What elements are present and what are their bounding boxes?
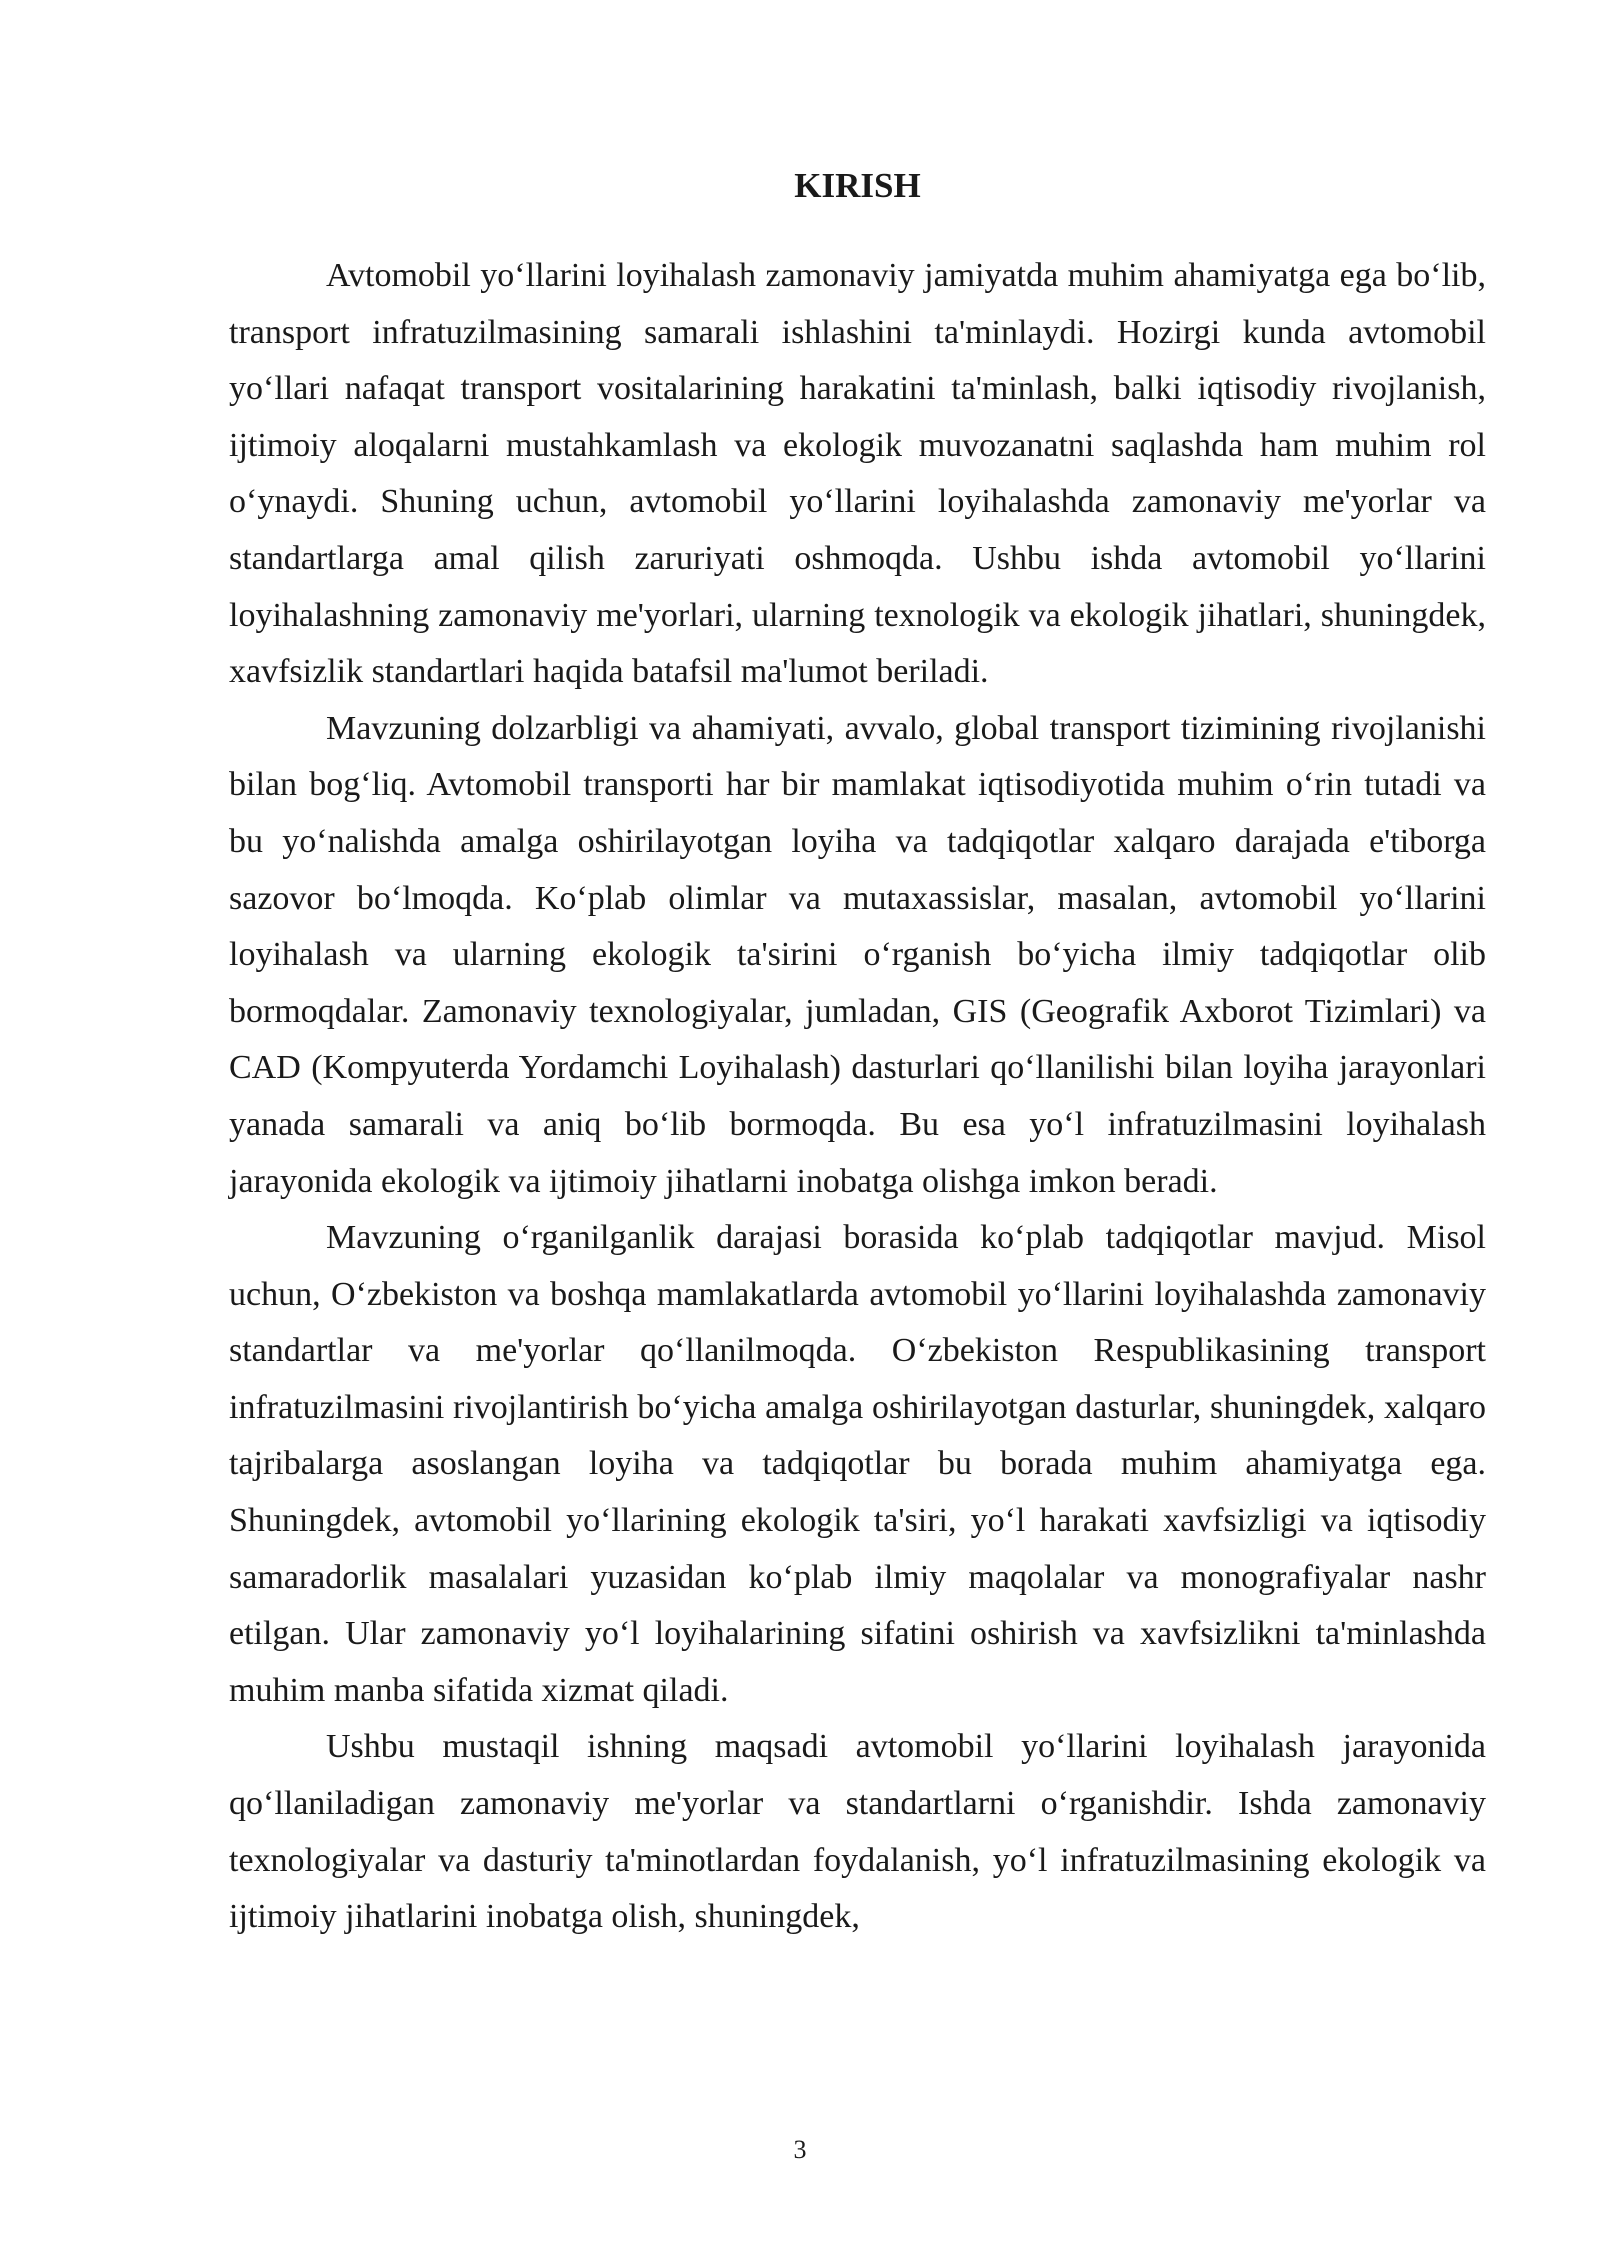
page-content xyxy=(229,162,1486,1946)
paragraph-1: Avtomobil yo‘llarini loyihalash zamonaviy jamiyatda muhim ahamiyatga ega bo‘lib, transport infratuzilmasining samarali ishlashini ta'minlaydi. Hozirgi kunda avtomobil yo‘llari nafaqat transport vositalarining harakatini ta'minlash, balki iqtisodiy rivojlanish, ijtimoiy aloqalarni mustahkamlash va ekologik muvozanatni saqlashda ham muhim rol o‘ynaydi. Shuning uchun, avtomobil yo‘llarini loyihalashda zamonaviy me'yorlar va standartlarga amal qilish zaruriyati oshmoqda. Ushbu ishda avtomobil yo‘llarini loyihalashning zamonaviy me'yorlari, ularning texnologik va ekologik jihatlari, shuningdek, xavfsizlik standartlari haqida batafsil ma'lumot beriladi. xyxy=(229,257,1486,691)
page-title: KIRISH xyxy=(794,166,921,205)
paragraph-3: Mavzuning o‘rganilganlik darajasi borasida ko‘plab tadqiqotlar mavjud. Misol uchun, O‘zbekiston va boshqa mamlakatlarda avtomobil yo‘llarini loyihalashda zamonaviy standartlar va me'yorlar qo‘llanilmoqda. O‘zbekiston Respublikasining transport infratuzilmasini rivojlantirish bo‘yicha amalga oshirilayotgan dasturlar, shuningdek, xalqaro tajribalarga asoslangan loyiha va tadqiqotlar bu borada muhim ahamiyatga ega. Shuningdek, avtomobil yo‘llarining ekologik ta'siri, yo‘l harakati xavfsizligi va iqtisodiy samaradorlik masalalari yuzasidan ko‘plab ilmiy maqolalar va monografiyalar nashr etilgan. Ular zamonaviy yo‘l loyihalarining sifatini oshirish va xavfsizlikni ta'minlashda muhim manba sifatida xizmat qiladi. xyxy=(229,1219,1486,1709)
page-number: 3 xyxy=(793,2135,807,2164)
paragraph-4: Ushbu mustaqil ishning maqsadi avtomobil yo‘llarini loyihalash jarayonida qo‘llaniladigan zamonaviy me'yorlar va standartlarni o‘rganishdir. Ishda zamonaviy texnologiyalar va dasturiy ta'minotlardan foydalanish, yo‘l infratuzilmasining ekologik va ijtimoiy jihatlarini inobatga olish, shuningdek, xyxy=(229,1728,1486,1936)
paragraph-2: Mavzuning dolzarbligi va ahamiyati, avvalo, global transport tizimining rivojlanishi bilan bog‘liq. Avtomobil transporti har bir mamlakat iqtisodiyotida muhim o‘rin tutadi va bu yo‘nalishda amalga oshirilayotgan loyiha va tadqiqotlar xalqaro darajada e'tiborga sazovor bo‘lmoqda. Ko‘plab olimlar va mutaxassislar, masalan, avtomobil yo‘llarini loyihalash va ularning ekologik ta'sirini o‘rganish bo‘yicha ilmiy tadqiqotlar olib bormoqdalar. Zamonaviy texnologiyalar, jumladan, GIS (Geografik Axborot Tizimlari) va CAD (Kompyuterda Yordamchi Loyihalash) dasturlari qo‘llanilishi bilan loyiha jarayonlari yanada samarali va aniq bo‘lib bormoqda. Bu esa yo‘l infratuzilmasini loyihalash jarayonida ekologik va ijtimoiy jihatlarni inobatga olishga imkon beradi. xyxy=(229,709,1486,1200)
